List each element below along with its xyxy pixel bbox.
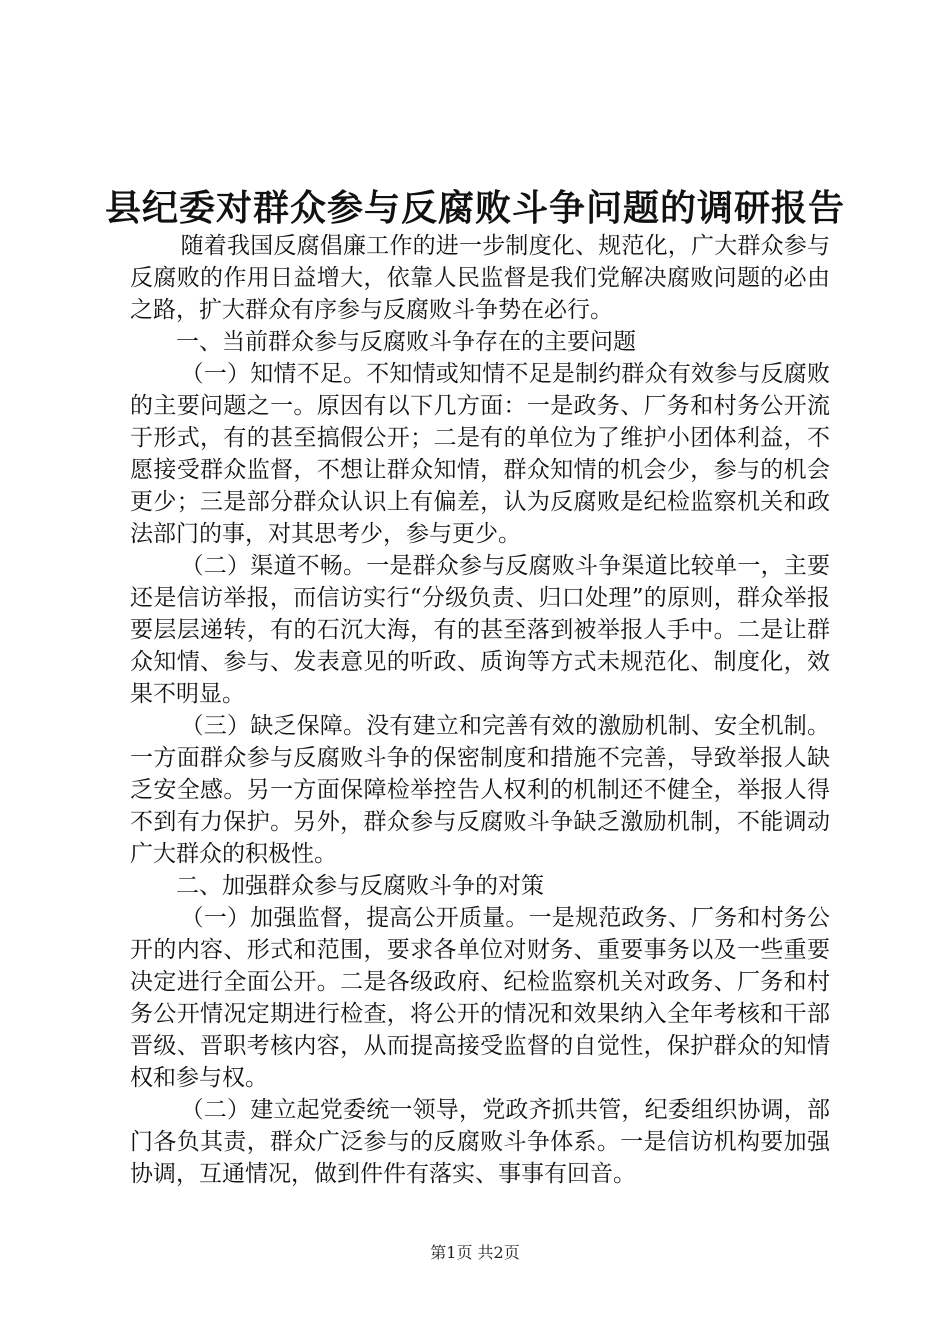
- paragraph-1-1: （一）知情不足。不知情或知情不足是制约群众有效参与反腐败的主要问题之一。原因有以下几方面：一是政务、厂务和村务公开流于形式，有的甚至搞假公开；二是有的单位为了维护小团体利益，不愿接受群众监督，不想让群众知情，群众知情的机会少，参与的机会更少；三是部分群众认识上有偏差，认为反腐败是纪检监察机关和政法部门的事，对其思考少，参与更少。: [130, 361, 830, 547]
- paragraph-1-2: （二）渠道不畅。一是群众参与反腐败斗争渠道比较单一，主要还是信访举报，而信访实行“分级负责、归口处理”的原则，群众举报要层层递转，有的石沉大海，有的甚至落到被举报人手中。二是让群众知情、参与、发表意见的听政、质询等方式未规范化、制度化，效果不明显。: [130, 553, 830, 707]
- document-title: 县纪委对群众参与反腐败斗争问题的调研报告: [104, 188, 845, 229]
- intro-paragraph: 随着我国反腐倡廉工作的进一步制度化、规范化，广大群众参与反腐败的作用日益增大，依靠人民监督是我们党解决腐败问题的必由之路，扩大群众有序参与反腐败斗争势在必行。: [130, 233, 830, 323]
- paragraph-2-1: （一）加强监督，提高公开质量。一是规范政务、厂务和村务公开的内容、形式和范围，要求各单位对财务、重要事务以及一些重要决定进行全面公开。二是各级政府、纪检监察机关对政务、厂务和村务公开情况定期进行检查，将公开的情况和效果纳入全年考核和干部晋级、晋职考核内容，从而提高接受监督的自觉性，保护群众的知情权和参与权。: [130, 905, 830, 1091]
- section-heading-1: 一、当前群众参与反腐败斗争存在的主要问题: [176, 329, 636, 355]
- page-indicator: 第1页 共2页: [430, 1243, 520, 1262]
- paragraph-2-2: （二）建立起党委统一领导，党政齐抓共管，纪委组织协调，部门各负其责，群众广泛参与的反腐败斗争体系。一是信访机构要加强协调，互通情况，做到件件有落实、事事有回音。: [130, 1097, 830, 1187]
- paragraph-1-3: （三）缺乏保障。没有建立和完善有效的激励机制、安全机制。一方面群众参与反腐败斗争的保密制度和措施不完善，导致举报人缺乏安全感。另一方面保障检举控告人权利的机制还不健全，举报人得不到有力保护。另外，群众参与反腐败斗争缺乏激励机制，不能调动广大群众的积极性。: [130, 713, 830, 867]
- section-heading-2: 二、加强群众参与反腐败斗争的对策: [176, 873, 544, 899]
- document-body: [130, 230, 830, 1190]
